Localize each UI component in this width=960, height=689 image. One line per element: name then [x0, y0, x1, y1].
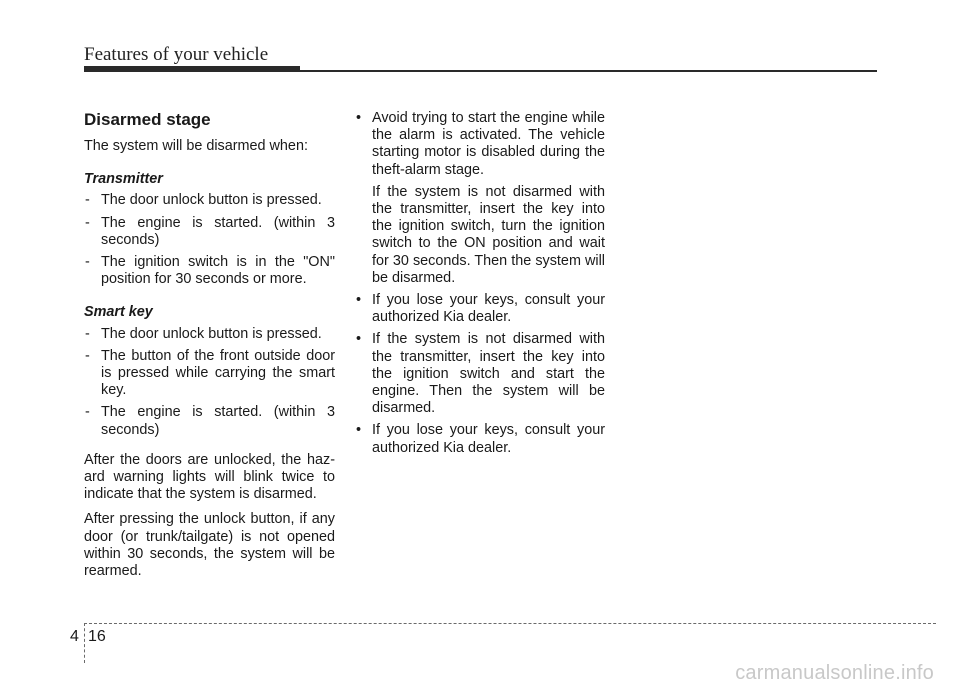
dash-marker: - [85, 254, 90, 271]
header-title: Features of your vehicle [84, 44, 269, 65]
list-item-text: Avoid trying to start the engine while the alarm is activated. The vehicle starting motor is disabled during the theft-alarm stage. [372, 110, 605, 178]
list-item-text: If you lose your keys, consult your authorized Kia dealer. [372, 422, 605, 456]
list-item [84, 215, 335, 249]
intro-text: The system will be disarmed when: [84, 138, 308, 154]
footer-rule [84, 623, 936, 624]
list-item [84, 192, 335, 209]
bullet-marker: • [356, 110, 362, 126]
list-item-text: The door unlock button is pressed. [101, 325, 322, 342]
right-column [355, 110, 605, 462]
list-item-text: The engine is started. (within 3 seconds) [101, 214, 335, 248]
header-rule-thin [300, 70, 877, 72]
chapter-number: 4 [70, 628, 79, 645]
list-item [355, 292, 605, 326]
rearm-text: After pressing the unlock button, if any door (or trunk/tailgate) is not opened within 30 seconds, the system will be rearmed. [84, 511, 335, 580]
dash-marker: - [85, 404, 90, 421]
list-item [84, 348, 335, 400]
transmitter-list [84, 192, 335, 288]
smart-key-heading: Smart key [84, 304, 153, 321]
bullet-marker: • [356, 422, 362, 439]
footer-divider [84, 623, 85, 663]
list-item-text: If the system is not disarmed with the transmitter, insert the key into the ignition switch and start the engine. Then the system will be disarmed. [372, 331, 605, 417]
bullet-marker: • [356, 292, 362, 309]
spacer [84, 444, 335, 452]
list-item-text: The door unlock button is pressed. [101, 192, 322, 209]
dash-marker: - [85, 192, 90, 209]
left-column [84, 110, 335, 588]
notes-list [355, 110, 605, 179]
list-item-text: The engine is started. (within 3 seconds) [101, 404, 335, 438]
list-item-text: The button of the front outside door is pressed while carrying the smart key. [101, 347, 335, 399]
list-item [84, 254, 335, 288]
list-item [355, 422, 605, 456]
bullet-marker: • [356, 331, 362, 348]
list-item-text: The ignition switch is in the "ON" position for 30 seconds or more. [101, 254, 335, 288]
notes-list-continued [355, 292, 605, 457]
section-heading: Disarmed stage [84, 110, 211, 129]
header-rule-thick [84, 66, 300, 72]
list-item [84, 326, 335, 343]
list-item-text: If you lose your keys, consult your authorized Kia dealer. [372, 292, 605, 326]
bullet-detail-text: If the system is not disarmed with the transmitter, insert the key into the ignition switch, turn the ignition switch to the ON position and wait for 30 seconds. Then the system will be disarmed. [372, 183, 605, 286]
transmitter-heading: Transmitter [84, 171, 163, 188]
list-item [84, 404, 335, 438]
list-item [355, 110, 605, 179]
dash-marker: - [85, 347, 90, 364]
disarm-indication-text: After the doors are unlocked, the haz-ard warning lights will blink twice to indicate that the system is disarmed. [84, 451, 335, 503]
smart-key-list [84, 326, 335, 439]
page-number: 16 [88, 628, 106, 645]
list-item [355, 331, 605, 417]
dash-marker: - [85, 325, 90, 342]
dash-marker: - [85, 214, 90, 231]
watermark: carmanualsonline.info [735, 662, 934, 684]
